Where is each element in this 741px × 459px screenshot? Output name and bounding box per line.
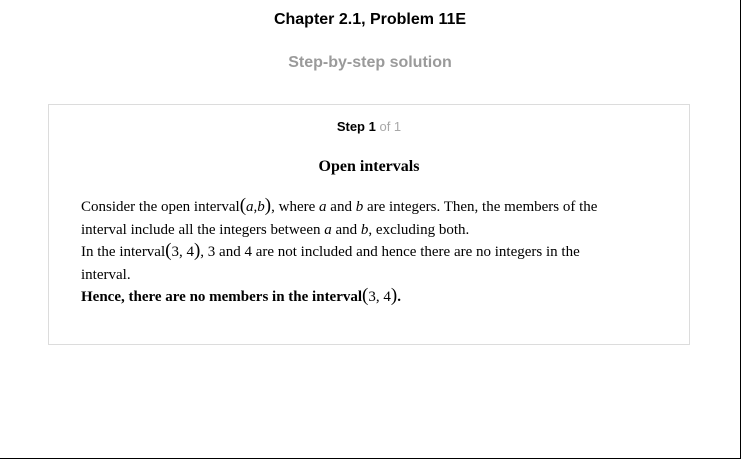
step-card: [48, 104, 690, 345]
math-variable: b: [257, 199, 265, 215]
text-segment: , excluding both.: [368, 221, 470, 238]
text-segment: , 3 and 4 are not included and hence there are no integers in the: [200, 244, 580, 260]
solution-line-2: [81, 219, 661, 242]
step-count: of 1: [379, 119, 402, 134]
text-segment: are integers. Then, the members of the: [366, 199, 598, 215]
math-interval: 3, 4: [368, 289, 391, 305]
math-variable: a: [324, 221, 332, 238]
step-header: [49, 119, 689, 134]
solution-body: [81, 196, 661, 309]
math-interval: 3, 4: [171, 244, 194, 260]
text-segment: .: [397, 289, 401, 305]
math-comma: ,: [253, 199, 258, 215]
solution-line-4: interval.: [81, 266, 131, 283]
math-variable: b: [360, 221, 369, 238]
text-segment: In the interval: [81, 244, 166, 260]
text-segment: Consider the open interval: [81, 199, 240, 215]
solution-line-3: In the interval(3, 4), 3 and 4 are not included and hence there are no integers in the: [81, 240, 580, 261]
text-segment: , where: [271, 199, 316, 215]
text-segment: and: [335, 221, 358, 238]
solution-subtitle: Step-by-step solution: [288, 54, 452, 71]
text-segment: Hence, there are no members in the interval: [81, 289, 363, 305]
text-segment: and: [330, 199, 352, 215]
text-segment: interval include all the integers between: [81, 221, 321, 238]
math-variable: a: [319, 199, 327, 215]
solution-conclusion: Hence, there are no members in the interval(3, 4).: [81, 285, 401, 306]
solution-line-1: Consider the open interval(a,b), where a and b are integers. Then, the members of the: [81, 195, 598, 216]
step-label: Step 1: [336, 119, 376, 134]
step-heading: Open intervals: [318, 158, 420, 175]
math-variable: b: [355, 199, 364, 215]
page-title: Chapter 2.1, Problem 11E: [273, 11, 467, 28]
math-variable: a: [246, 199, 254, 215]
